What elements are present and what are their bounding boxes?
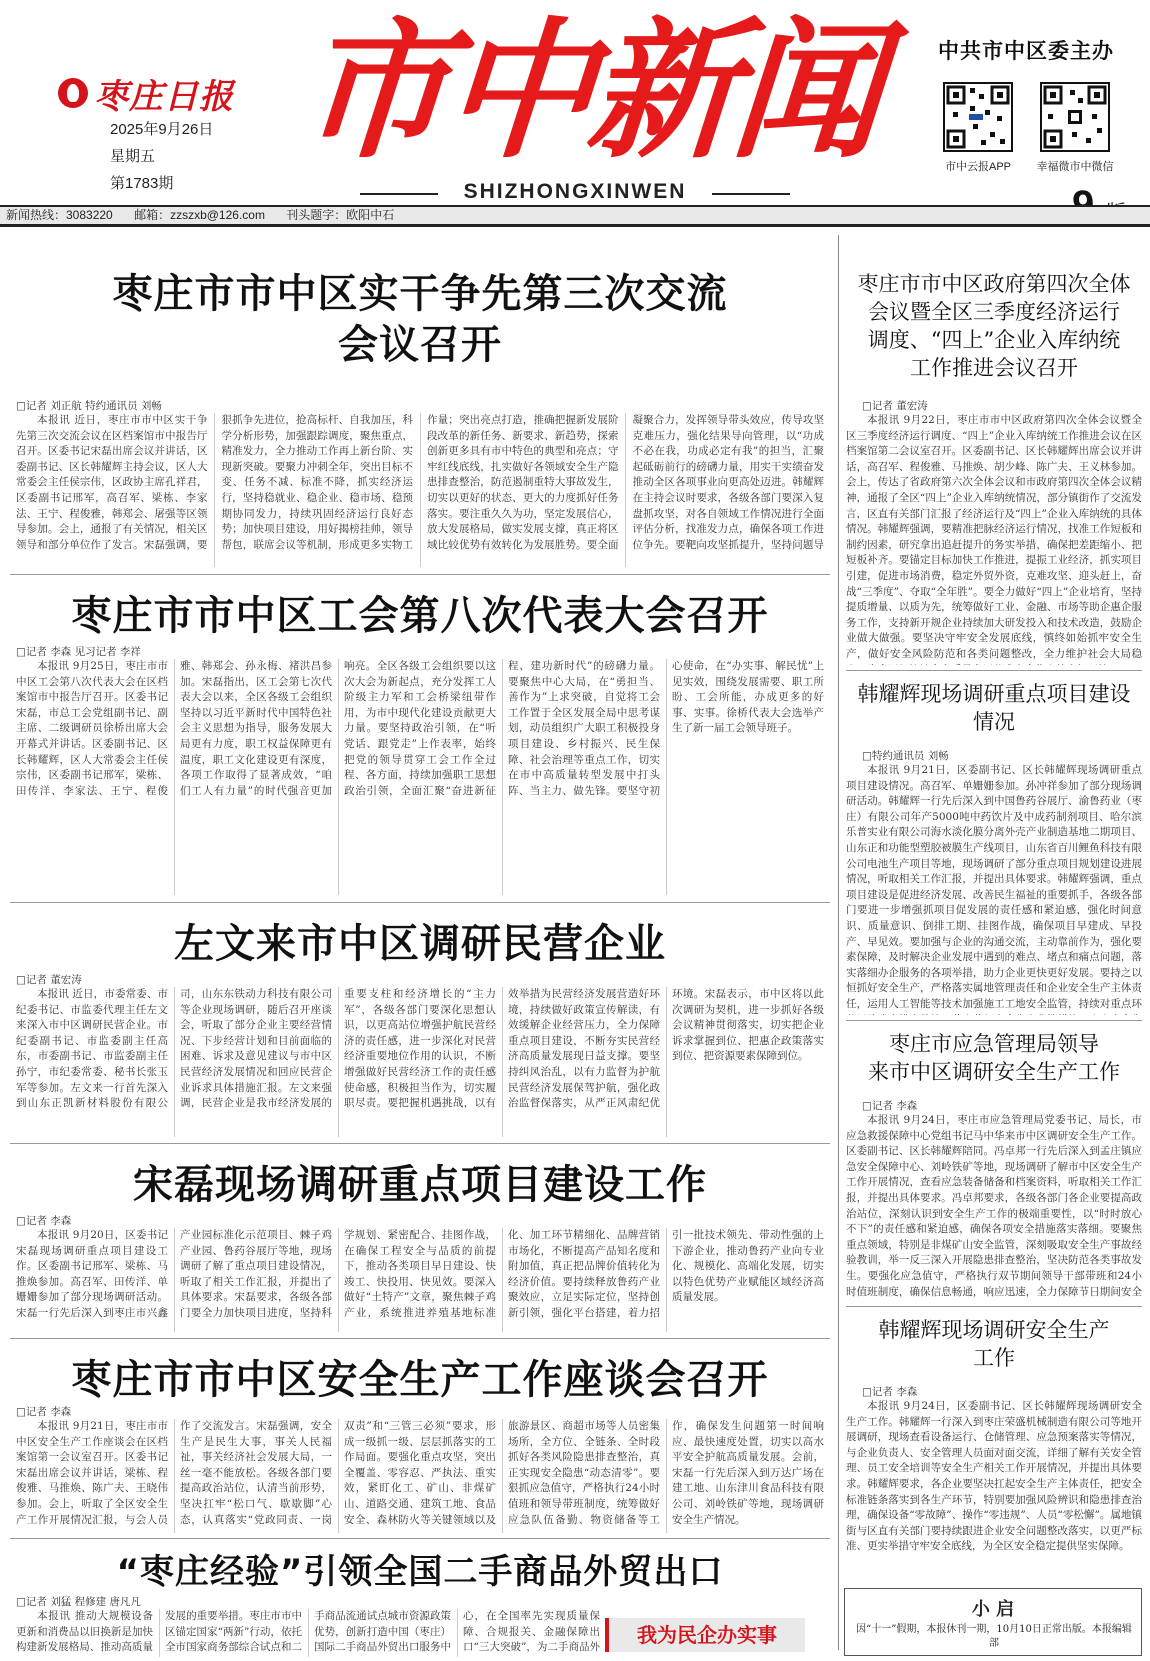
article-3-body — [16, 987, 824, 1137]
article-2-text: 本报讯 9月25日，枣庄市市中区工会第八次代表大会在区档案馆市中报告厅召开。区委书记宋磊，市总工会党组副书记、副主席、二级调研员徐桥出席大会开幕式并讲话。区委副书记、区长韩耀辉，区人大常委会主任侯宗伟，区委副书记邢军，梁栋、田传洋、李家法、王宁、程俊雅、韩郑会、孙永梅、褚洪昌参加。宋磊指出，区工会第七次代表大会以来，全区各级工会组织坚持以习近平新时代中国特色社会主义思想为指导，服务发展大局更有力度，职工权益保障更有温度，职工文化建设更有深度，各项工作取得了显著成效，“咱们工人有力量”的时代强音更加响亮。全区各级工会组织要以这次大会为新起点，充分发挥工人阶级主力军和工会桥梁纽带作用，为市中现代化建设贡献更大力量。要坚持政治引领，在“听党话、跟党走”上作表率，始终把党的领导贯穿工会工作全过程、各方面，持续加强职工思想政治引领，全面汇聚“奋进新征程、建功新时代”的磅礴力量。要聚焦中心大局，在“勇担当、善作为”上求突破，自觉将工会工作置于全区发展全局中思考谋划，动员组织广大职工积极投身项目建设、乡村振兴、民生保障、社会治理等重点工作，切实在市中高质量转型发展中打头阵、当主力、做先锋。要坚守初心使命，在“办实事、解民忧”上见实效，围绕发展需要、职工所盼、工会所能，办成更多的好事、实事。徐桥代表大会选举产生了新一届工会领导班子。 — [16, 660, 824, 797]
article-6-headline[interactable]: “枣庄经验”引领全国二手商品外贸出口 — [116, 1552, 724, 1592]
article-4-byline: □记者 李森 — [16, 1215, 72, 1227]
right-article-4-headline-line: 韩耀辉现场调研安全生产 — [878, 1318, 1110, 1342]
article-2-byline: □记者 李森 见习记者 李祥 — [16, 646, 141, 658]
article-1-headline-line2[interactable]: 会议召开 — [338, 322, 502, 368]
right-article-2-body — [846, 763, 1142, 1015]
right-article-1-headline-line: 会议暨全区三季度经济运行 — [868, 300, 1120, 324]
info-bar — [0, 205, 1150, 227]
article-4-body — [16, 1228, 824, 1332]
notice-text: 因“十一”假期，本报休刊一期，10月10日正常出版。本报编辑部 — [856, 1624, 1132, 1649]
email-address[interactable]: 邮箱：zzszxb@126.com — [134, 208, 265, 222]
article-separator — [10, 902, 830, 903]
right-article-1-byline: □记者 董宏涛 — [862, 400, 928, 412]
article-6-body — [16, 1609, 600, 1657]
qr-code-wechat[interactable] — [1040, 82, 1110, 152]
right-article-2-headline-line: 情况 — [973, 710, 1015, 734]
article-3-byline: □记者 董宏涛 — [16, 974, 82, 986]
right-article-1-body — [846, 413, 1142, 665]
right-article-3-text: 本报讯 9月24日，枣庄市应急管理局党委书记、局长，市应急救援保障中心党组书记马中华来市中区调研安全生产工作。区委副书记、区长韩耀辉陪同。冯卓邦一行先后深入到孟庄镇应急安全保障中心、刘岭铁矿等地，现场调研了解市中区安全生产工作开展情况，查看应急装备储备和档案资料，听取相关工作汇报，并提出具体要求。冯卓邦要求，各级各部门各企业要提高政治站位，深刻认识到安全生产工作的极端重要性，以“时时放心不下”的责任感和紧迫感，确保各项安全措施落实落细。要聚焦重点领域，特别是非煤矿山安全监管，深刻吸取安全生产事故经验教训，举一反三深入开展隐患排查整治，坚决防范各类事故发生。要强化应急值守，严格执行双节期间领导干部带班和24小时值班制度，确保信息畅通，响应迅速，全力保障节日期间安全 — [846, 1114, 1142, 1298]
right-article-4-headline[interactable] — [846, 1316, 1142, 1372]
right-article-3-headline[interactable] — [846, 1030, 1142, 1086]
masthead-calligraphy-credit: 刊头题字：欧阳中石 — [286, 208, 395, 222]
article-5-headline[interactable]: 枣庄市市中区安全生产工作座谈会召开 — [71, 1357, 769, 1403]
article-1-text: 本报讯 近日，枣庄市市中区实干争先第三次交流会议在区档案馆市中报告厅召开。区委书记宋磊出席会议并讲话，区委副书记、区长韩耀辉主持会议，区人大常委会主任侯宗伟，区政协主席孔祥君，区委副书记邢军，高召军、梁栋、李家法、王宁、程俊雅，韩郑会、屠强等区领导参加。会上，通报了有关情况，相关区领导和部分单位作了发言。宋磊强调，要狠抓争先进位，抢高标杆、自我加压，科学分析形势，加强跟踪调度，聚焦重点，精准发力，全力推动工作再上新台阶、实现新突破。要聚力冲刺全年，突出目标不变、任务不减、标准不降，抓实经济运行，坚持稳就业、稳企业、稳市场、稳预期协同发力，持续巩固经济运行良好态势；加快项目建设，用好揭榜挂帅，领导帮包，联席会议等机制，形成更多实物工作量；突出亮点打造，推确把握新发展阶段改革的新任务、新要求、新趋势，探索创新更多具有市中特色的典型和亮点；守牢红线底线，扎实做好各领域安全生产隐患排查整治，防范遏制重特大事故发生，切实以更好的状态、更大的力度抓好任务落实。要注重久久为功，坚定发展信心，放大发展格局，做实发展支撑，真正将区域比较优势有效转化为发展胜势。要全面凝聚合力，发挥领导带头效应，传导攻坚克难压力，强化结果导向管理，以“功成不必在我，功成必定有我”的担当，汇聚起砥砺前行的磅礴力量，用实干实绩奋发推动全区各项事业向更高处迈进。韩耀辉在主持会议时要求，各级各部门要深入复盘抓攻坚，对各自领域工作情况进行全面评估分析，找准发力点，确保各项工作进位争先。要靶向攻坚抓提升，坚持问题导 — [16, 414, 824, 551]
newspaper-title: 市中新闻 — [293, 3, 883, 179]
notice-title: 小 启 — [971, 1599, 1015, 1620]
qr-pattern-icon — [1042, 84, 1108, 150]
article-separator — [846, 1306, 1142, 1307]
pinyin-rule-right — [712, 193, 790, 195]
column-banner: 我为民企办实事 — [605, 1618, 805, 1652]
news-hotline: 新闻热线：3083220 — [6, 208, 113, 222]
qr-pattern-icon — [945, 84, 1011, 150]
article-1-byline: □记者 刘正航 特约通讯员 刘畅 — [16, 400, 162, 412]
right-article-3-byline: □记者 李森 — [862, 1100, 918, 1112]
right-article-2-headline[interactable] — [846, 680, 1142, 736]
right-article-4-text: 本报讯 9月24日，区委副书记、区长韩耀辉现场调研安全生产工作。韩耀辉一行深入到枣庄荣盛机械制造有限公司等地开展调研，现场查看设备运行、仓储管理、应急预案落实等情况，与企业负责人、安全管理人员面对面交流，详细了解有关安全管理、员工安全培训等安全生产相关工作开展情况，并提出具体要求。韩耀辉要求，各企业要坚决扛起安全生产主体责任，把安全标准链条落实到各生产环节，特别要加强风险辨识和隐患排查治理，确保设备“零故障”、操作“零违规”、人员“零松懈”。属地镇街与区直有关部门要持续跟进企业安全问题整改落实，以更严标准、更实举措守牢安全底线，为全区安全稳定提供坚实保障。 — [846, 1400, 1142, 1553]
right-article-2-byline: □特约通讯员 刘畅 — [862, 750, 949, 762]
issue-date: 2025年9月26日 — [110, 121, 214, 138]
right-article-2-headline-line: 韩耀辉现场调研重点项目建设 — [857, 682, 1131, 706]
sponsor-line: 中共市中区委主办 — [938, 38, 1114, 63]
article-separator — [10, 1338, 830, 1339]
issue-number: 第1783期 — [110, 175, 174, 192]
right-article-4-byline: □记者 李森 — [862, 1386, 918, 1398]
right-article-1-headline-line: 工作推进会议召开 — [910, 356, 1078, 380]
right-article-3-body — [846, 1113, 1142, 1301]
zaozhuang-daily-logo — [58, 70, 238, 116]
right-article-3-headline-line: 来市中区调研安全生产工作 — [868, 1060, 1120, 1084]
column-divider — [838, 235, 839, 1650]
article-separator — [846, 670, 1142, 671]
article-5-byline: □记者 李森 — [16, 1406, 72, 1418]
right-article-1-text: 本报讯 9月22日，枣庄市市中区政府第四次全体会议暨全区三季度经济运行调度、“四上”企业入库纳统工作推进会议在区档案馆第二会议室召开。区委副书记、区长韩耀辉出席会议并讲话，高召军、程俊雅、马推焕、胡少峰、陈广夫、王义林参加。会上，传达了省政府第六次全体会议和市政府第四次全体会议精神，通报了全区“四上”企业入库纳统情况，部分镇街作了交流发言，区直有关部门汇报了经济运行及“四上”企业入库纳统的具体情况。韩耀辉强调，要精准把脉经济运行情况，找准工作短板和制约因素，研究拿出追赶提升的务实举措，确保把差距缩小、把短板补齐。要锚定目标加快工作推进，提振工业经济，抓实项目引建，促进市场消费，稳定外贸外资，克难攻坚、迎头赶上，奋战“三季度”、夺取“全年胜”。要全力做好“四上”企业培育，坚持提质增量、以质为先，统筹做好工业、金融、市场等助企惠企服务工作，支持新开规企业持续加大研发投入和技术改造，鼓励企业做大做强。要坚决守牢安全发展底线，慎终如始抓牢安全生产，做好安全风险防范和各类问题整改，全力维护社会大局稳 — [846, 414, 1142, 660]
right-article-1-headline-line: 调度、“四上”企业入库纳统 — [867, 328, 1121, 352]
article-6-byline: □记者 刘猛 程修建 唐凡凡 — [16, 1596, 141, 1608]
article-separator — [846, 1020, 1142, 1021]
qr-code-app[interactable] — [943, 82, 1013, 152]
pinyin-rule-left — [360, 193, 438, 195]
qr-wechat-caption: 幸福微市中微信 — [1036, 161, 1114, 173]
newspaper-pinyin: SHIZHONGXINWEN — [463, 180, 687, 203]
article-separator — [10, 1538, 830, 1539]
article-1-headline-line1[interactable]: 枣庄市市中区实干争先第三次交流 — [112, 271, 728, 317]
qr-app-caption: 市中云报APP — [944, 161, 1011, 173]
article-2-headline[interactable]: 枣庄市市中区工会第八次代表大会召开 — [71, 593, 769, 639]
article-1-body — [16, 413, 824, 567]
issue-weekday: 星期五 — [110, 148, 156, 165]
article-3-text: 本报讯 近日，市委常委、市纪委书记、市监委代理主任左文来深入市中区调研民营企业。市纪委副书记、市监委副主任高东，市委副书记、市监委副主任孙宁，市纪委常委、秘书长张玉军等参加。左文来一行首先深入到山东正凯新材料股份有限公司，山东东铁动力科技有限公司等企业现场调研，随后召开座谈会，听取了部分企业主要经营情况、下步经营计划和目前面临的困难、诉求及意见建议与市中区民营经济发展情况和回应民营企业诉求具体措施汇报。左文来强调，民营企业是我市经济发展的重要支柱和经济增长的“主力军”，各级各部门要深化思想认识，以更高站位增强护航民营经济的责任感，进一步深化对民营经济重要地位作用的认识，不断增强做好民营经济工作的责任感使命感，积极担当作为，切实履职尽责。要把握机遇挑战，以有效举措为民营经济发展营造好环境，持续做好政策宣传解读，有效缓解企业经营压力，全力保障重点项目建设，不断夯实民营经济高质量发展现日益支撑。要坚持纠风治乱，以有力监督为护航民营经济发展保驾护航，强化政治监督保落实，从严正风肃纪优环境。宋磊表示，市中区将以此次调研为契机，进一步抓好各级会议精神贯彻落实，切实把企业诉求掌握到位、把惠企政策落实到位、把资源要素保障到位。 — [16, 988, 824, 1110]
article-4-headline[interactable]: 宋磊现场调研重点项目建设工作 — [133, 1162, 707, 1208]
article-5-text: 本报讯 9月21日，枣庄市市中区安全生产工作座谈会在区档案馆第一会议室召开。区委书记宋磊出席会议并讲话，梁栋、程俊雅、马推焕、陈广夫、王晓伟参加。会上，听取了全区安全生产工作开展情况汇报，与会人员作了交流发言。宋磊强调，安全生产是民生大事，事关人民福祉，事关经济社会发展大局，一丝一毫不能放松。各级各部门要提高政治站位，认清当前形势，坚决扛牢“松口气、歇歇脚”心态，认真落实“党政同责、一岗双责”和“三管三必须”要求，形成一级抓一级、层层抓落实的工作局面。要强化重点攻坚，突出全覆盖、零容忍、严执法、重实效，紧盯化工、矿山、非煤矿山、道路交通、建筑工地、食品安全、森林防火等关键领域以及旅游景区、商超市场等人员密集场所，全方位、全链条、全时段抓好各类风险隐患排查整治，真正实现安全隐患“动态清零”。要狠抓应急值守，严格执行24小时值班和领导带班制度，统筹做好应急队伍备勤、物资储备等工作，确保发生问题第一时间响应、最快速度处置，切实以高水平安全护航高质量发展。会前，宋磊一行先后深入到万达广场在建工地、山东津川食品科技有限公司、刘岭铁矿等地，现场调研安全生产情况。 — [16, 1420, 824, 1526]
article-6-text: 本报讯 推动大规模设备更新和消费品以旧换新是加快构建新发展格局、推动高质量发展的重要举措。枣庄市市中区锚定国家“两新”行动，依托全市国家商务部综合试点和二手商品流通试点城市资源政策优势，创新打造中国（枣庄）国际二手商品外贸出口服务中心，在全国率先实现质量保障、合规报关、金融保障出口“三大突破”，为二手商品外 — [16, 1610, 600, 1654]
article-separator — [10, 1143, 830, 1144]
article-2-body — [16, 659, 824, 895]
right-article-4-headline-line: 工作 — [973, 1346, 1015, 1370]
article-3-headline[interactable]: 左文来市中区调研民营企业 — [174, 921, 666, 967]
logo-text: 枣庄日报 — [94, 76, 234, 117]
right-article-1-headline[interactable] — [846, 270, 1142, 382]
logo-emblem-icon — [58, 78, 88, 108]
article-5-body — [16, 1419, 824, 1533]
right-article-3-headline-line: 枣庄市应急管理局领导 — [889, 1032, 1099, 1056]
right-article-2-text: 本报讯 9月21日，区委副书记、区长韩耀辉现场调研重点项目建设情况。高召军、单姗姗参加。孙冲祥参加了部分现场调研活动。韩耀辉一行先后深入到中国鲁药谷展厅、渝鲁药业（枣庄）有限公司年产5000吨中药饮片及中成药制剂项目、哈尔滨乐普实业有限公司海水淡化膜分离外壳产业制造基地二期项目、山东正和功能型塑胶被膜生产线项目，山东省百川鲤鱼科技有限公司电池生产项目等地，现场调研了部分重点项目规划建设进展情况，听取相关工作汇报，并提出具体要求。韩耀辉强调，重点项目建设是促进经济发展、改善民生福祉的重要抓手，各级各部门要进一步增强抓项目促发展的责任感和紧迫感，强化时间意识、质量意识、倒排工期、挂图作战，确保项目早建成、早投产、早见效。要加强与企业的沟通交流，主动靠前作为，强化要素保障，及时解决企业发展中遇到的难点、堵点和痛点问题，落实落细办企服务的各项举措，助力企业更快更好发展。要持之以恒抓好安全生产，严格落实属地管理责任和企业安全生产主体责任，运用人工智能等技术加强施工工地安全监管，持续对重点环 — [846, 764, 1142, 1010]
right-article-1-headline-line: 枣庄市市中区政府第四次全体 — [857, 272, 1131, 296]
article-separator — [10, 574, 830, 575]
right-article-4-body — [846, 1399, 1142, 1581]
article-4-text: 本报讯 9月20日，区委书记宋磊现场调研重点项目建设工作。区委副书记邢军、梁栋、马推焕参加。高召军、田传洋、单姗姗参加了部分现场调研活动。宋磊一行先后深入到枣庄市兴鑫产业园标准化示范项目、棘子鸡产业园、鲁药谷展厅等地，现场调研了解了重点项目建设情况，听取了相关工作汇报，并提出了具体要求。宋磊要求，各级各部门要全力加快项目进度，坚持科学规划、紧密配合、挂图作战，在确保工程安全与品质的前提下，推动各类项目早日建设、快竣工、快投用、快见效。要深入做好“土特产”文章，聚焦棘子鸡产业，系统推进养殖基地标准化、加工环节精细化、品牌营销市场化，不断提高产品知名度和附加值，真正把品牌价值转化为经济价值。要持续释放鲁药产业聚效应，立足实际定位，坚持创新引领，强化平台搭建，着力招引一批技术领先、带动性强的上下游企业，推动鲁药产业向专业化、规模化、高端化发展，切实以特色优势产业赋能区域经济高质量发展。 — [16, 1229, 824, 1319]
notice-box — [844, 1588, 1142, 1656]
